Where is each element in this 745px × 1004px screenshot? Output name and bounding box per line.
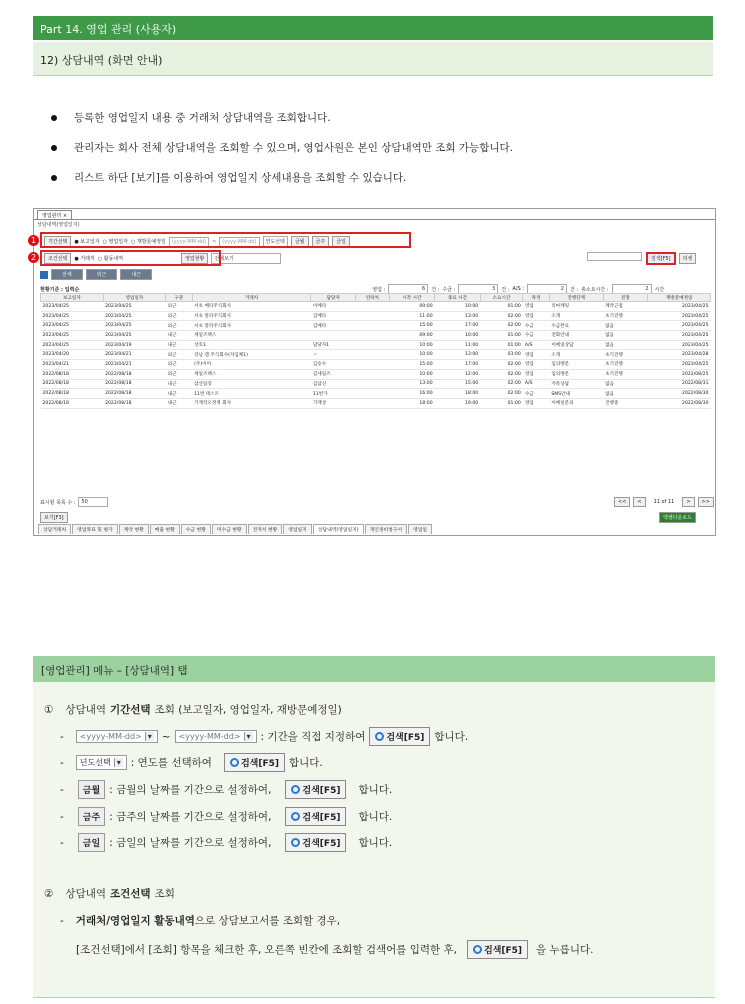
table-cell: 11번 테스트: [192, 389, 311, 399]
table-cell: 전화안내: [549, 331, 603, 341]
table-cell: 2023/04/21: [41, 360, 104, 370]
column-header[interactable]: 진행단계: [549, 294, 603, 302]
opt-revisit-date[interactable]: ○ 재방문예정일: [130, 239, 166, 245]
table-cell: 김삼신: [311, 379, 356, 389]
table-cell: 내근: [166, 379, 192, 389]
table-cell: 외근: [166, 350, 192, 360]
excel-download-button[interactable]: 엑셀다운로드: [659, 512, 696, 523]
table-cell: 11:00: [389, 311, 435, 321]
table-cell: 2023/04/21: [103, 360, 166, 370]
table-cell: 16:00: [389, 389, 435, 399]
table-cell: 02:00: [480, 360, 523, 370]
search-icon: [291, 838, 300, 847]
table-cell: 없음: [603, 321, 648, 331]
table-cell: 2022/08/31: [648, 379, 711, 389]
table-cell: 02:00: [480, 369, 523, 379]
table-cell: SMS안내: [549, 389, 603, 399]
table-row[interactable]: [41, 398, 711, 408]
table-cell: 소개: [549, 311, 603, 321]
table-cell: 외근: [166, 321, 192, 331]
table-cell: 10:00: [389, 369, 435, 379]
table-cell: 초기진행: [603, 311, 648, 321]
table-cell: 2023/04/25: [103, 302, 166, 312]
date-to[interactable]: (yyyy-MM-dd): [219, 237, 259, 247]
table-cell: A/S: [523, 340, 549, 350]
table-cell: 01:00: [480, 340, 523, 350]
line-condition: - 거래처/영업일지 활동내역 으로 상담보고서를 조회할 경우,: [60, 914, 341, 927]
table-cell: 2022/08/18: [41, 379, 104, 389]
date-to-sample: <yyyy-MM-dd> ▾: [175, 730, 257, 743]
search-icon: [375, 732, 384, 741]
table-cell: 내근: [166, 398, 192, 408]
table-cell: 임의방문: [549, 360, 603, 370]
prev-page-button[interactable]: <: [633, 497, 645, 507]
search-button-sample: 검색[F5]: [285, 780, 346, 799]
table-cell: 소개: [549, 350, 603, 360]
bottom-tab[interactable]: 계약 현황: [119, 524, 149, 534]
table-cell: 2023/04/25: [648, 340, 711, 350]
table-cell: 2023/04/25: [41, 302, 104, 312]
search-icon: [291, 785, 300, 794]
next-page-button[interactable]: >: [682, 497, 694, 507]
table-cell: 2023/04/25: [648, 311, 711, 321]
filter-outside[interactable]: 외근: [86, 269, 118, 280]
table-cell: 2022/08/18: [103, 379, 166, 389]
opt-sales-date[interactable]: ○ 영업일자: [102, 239, 128, 245]
table-cell: 18:00: [435, 389, 481, 399]
table-cell: 기재작오정정 회사: [192, 398, 311, 408]
table-cell: 2023/04/25: [41, 321, 104, 331]
today-button[interactable]: 금일: [332, 236, 350, 247]
table-cell: 2023/04/19: [103, 340, 166, 350]
table-cell: 2023/04/25: [103, 331, 166, 341]
table-cell: 11번가: [311, 389, 356, 399]
bottom-tabs: [38, 524, 433, 534]
opt-client[interactable]: ● 거래처: [74, 256, 95, 262]
table-cell: [356, 340, 390, 350]
table-row[interactable]: [41, 389, 711, 399]
table-cell: 외근: [166, 302, 192, 312]
table-cell: 2023/04/25: [648, 331, 711, 341]
table-cell: 외근: [166, 360, 192, 370]
table-cell: [356, 360, 390, 370]
table-cell: 17:00: [435, 321, 481, 331]
year-select[interactable]: 연도선택: [263, 236, 288, 247]
bottom-tab[interactable]: 미수금 현황: [212, 524, 247, 534]
table-cell: 임의방문: [549, 369, 603, 379]
table-cell: 이메일상담: [549, 340, 603, 350]
table-cell: 담당자1: [311, 340, 356, 350]
table-cell: 서초 알파주식회사: [192, 321, 311, 331]
table-cell: 김베타: [311, 321, 356, 331]
table-cell: [311, 331, 356, 341]
reset-button[interactable]: 리셋: [679, 253, 697, 264]
table-cell: 13:00: [435, 311, 481, 321]
table-cell: (주)이미: [192, 360, 311, 370]
toggle-icon[interactable]: [40, 271, 48, 279]
table-cell: 리마케팅: [549, 302, 603, 312]
year-select-sample: 년도선택 ▾: [76, 755, 127, 770]
table-row[interactable]: [41, 321, 711, 331]
table-cell: 01:00: [480, 398, 523, 408]
table-cell: 02:00: [480, 379, 523, 389]
search-icon: [291, 812, 300, 821]
table-cell: 2023/04/25: [648, 302, 711, 312]
bottom-tab[interactable]: 매출 현황: [150, 524, 180, 534]
table-cell: 영업: [523, 350, 549, 360]
opt-activity[interactable]: ○ 활동내역: [97, 256, 124, 262]
column-header[interactable]: 목적: [523, 294, 549, 302]
table-cell: 수금완료: [549, 321, 603, 331]
table-cell: 2023/04/21: [103, 350, 166, 360]
status-label: 영업현황: [181, 253, 208, 264]
table-cell: 03:00: [480, 350, 523, 360]
search-button-sample: 검색[F5]: [285, 807, 346, 826]
table-cell: 10:00: [389, 350, 435, 360]
search-icon: [473, 945, 482, 954]
table-cell: [356, 398, 390, 408]
table-cell: 10:00: [389, 340, 435, 350]
bottom-tab[interactable]: 수금 현황: [181, 524, 211, 534]
table-cell: 2023/04/25: [41, 331, 104, 341]
last-page-button[interactable]: >>: [698, 497, 714, 507]
table-cell: ㅅ: [311, 350, 356, 360]
column-header[interactable]: 종료 시간: [435, 294, 481, 302]
status-select[interactable]: 전체보기: [211, 253, 281, 264]
view-button[interactable]: 보기[F3]: [40, 512, 68, 523]
table-cell: 초기진행: [603, 369, 648, 379]
table-cell: 2023/04/28: [648, 350, 711, 360]
column-header[interactable]: 전망: [603, 294, 648, 302]
table-cell: 내근: [166, 331, 192, 341]
table-cell: 초기진행: [603, 360, 648, 370]
table-cell: 영업: [523, 360, 549, 370]
line-date: - <yyyy-MM-dd> ▾ ~ <yyyy-MM-dd> ▾ : 기간을 직접 지정하여 검색[F5] 합니다.: [60, 727, 468, 746]
column-header[interactable]: 거래처: [192, 294, 311, 302]
table-cell: 2022/08/18: [103, 389, 166, 399]
table-cell: [356, 369, 390, 379]
table-cell: 카톡상담: [549, 379, 603, 389]
first-page-button[interactable]: <<: [614, 497, 630, 507]
table-row[interactable]: [41, 360, 711, 370]
table-cell: 01:00: [480, 331, 523, 341]
app-screenshot: [30, 208, 716, 536]
table-cell: 11:00: [435, 340, 481, 350]
column-header[interactable]: 영업일자: [103, 294, 166, 302]
table-cell: 수금: [523, 389, 549, 399]
table-cell: 영업: [523, 311, 549, 321]
page-size-select[interactable]: 50: [78, 497, 108, 507]
item-2: ② 상담내역 조건선택 조회: [44, 887, 175, 900]
table-cell: 외근: [166, 311, 192, 321]
table-cell: 기재상: [311, 398, 356, 408]
search-button-sample: 검색[F5]: [285, 833, 346, 852]
table-cell: 강남 갬 주식회사(자입체1): [192, 350, 311, 360]
table-cell: 초기진행: [603, 350, 648, 360]
line-week: - 금주 : 금주의 날짜를 기간으로 설정하여, 검색[F5] 합니다.: [60, 807, 392, 826]
table-row[interactable]: [41, 340, 711, 350]
date-from[interactable]: (yyyy-MM-dd): [169, 237, 209, 247]
table-cell: 2022/08/30: [648, 389, 711, 399]
stats-row: 현황기준 : 입력순 영업 : 6 건 : 수금 : 3 건 : A/S : 2 건 : 총소요시간 : 2 시간: [40, 286, 665, 293]
line-month: - 금월 : 금월의 날짜를 기간으로 설정하여, 검색[F5] 합니다.: [60, 780, 392, 799]
table-cell: 계약근접: [603, 302, 648, 312]
table-cell: 세일즈랙스: [192, 331, 311, 341]
table-cell: [356, 331, 390, 341]
table-cell: 없음: [603, 389, 648, 399]
table-cell: 김세일즈: [311, 369, 356, 379]
breadcrumb: 상담내역(영업일지): [37, 222, 80, 228]
table-cell: 2023/04/25: [41, 340, 104, 350]
table-cell: 2022/08/18: [41, 398, 104, 408]
table-cell: 내근: [166, 389, 192, 399]
table-cell: [356, 302, 390, 312]
table-cell: 2022/08/18: [41, 389, 104, 399]
table-cell: 이베타: [311, 302, 356, 312]
table-cell: 수금: [523, 331, 549, 341]
bottom-tab[interactable]: 개인경비청구서: [365, 524, 407, 534]
table-cell: [356, 350, 390, 360]
table-cell: 외근: [166, 369, 192, 379]
table-cell: [356, 321, 390, 331]
this-month-button[interactable]: 금월: [291, 236, 309, 247]
bottom-tab[interactable]: 상담거래처: [38, 524, 71, 534]
table-row[interactable]: [41, 311, 711, 321]
keyword-input[interactable]: [587, 252, 642, 261]
consult-table: [40, 293, 711, 409]
table-cell: 09:00: [389, 331, 435, 341]
table-cell: 없음: [603, 331, 648, 341]
column-header[interactable]: 소요시간: [480, 294, 523, 302]
table-cell: [356, 389, 390, 399]
table-cell: 2022/08/25: [648, 369, 711, 379]
bottom-tab[interactable]: 영업일: [408, 524, 432, 534]
bullet-3: 리스트 하단 [보기]를 이용하여 영업일지 상세내용을 조회할 수 있습니다.: [51, 170, 406, 185]
table-cell: 15:00: [435, 379, 481, 389]
table-cell: 상호1: [192, 340, 311, 350]
table-cell: 수금: [523, 321, 549, 331]
line-condition-2: [조건선택]에서 [조회] 항목을 체크한 후, 오른쪽 빈칸에 조회할 검색어를 입력한 후, 검색[F5] 을 누릅니다.: [76, 940, 593, 959]
table-cell: 2022/08/18: [103, 398, 166, 408]
table-cell: 13:00: [435, 350, 481, 360]
table-cell: 2023/04/25: [103, 311, 166, 321]
table-cell: 없음: [603, 379, 648, 389]
table-cell: 17:00: [435, 360, 481, 370]
bottom-tab[interactable]: 영업일지: [283, 524, 312, 534]
week-button-sample: 금주: [78, 807, 105, 826]
table-cell: 19:00: [435, 398, 481, 408]
item-1: ① 상담내역 기간선택 조회 (보고일자, 영업일자, 재방문예정일): [44, 703, 342, 716]
table-cell: 2023/04/25: [41, 311, 104, 321]
column-header[interactable]: 연락처: [356, 294, 390, 302]
table-cell: 서초 알파주식회사: [192, 311, 311, 321]
pager: [614, 497, 714, 507]
table-cell: 02:00: [480, 389, 523, 399]
table-cell: 09:00: [389, 302, 435, 312]
page-indicator: 11 of 11: [653, 499, 675, 505]
table-cell: 2022/08/30: [648, 398, 711, 408]
table-cell: 2023/04/25: [648, 321, 711, 331]
condition-label: 조건선택: [44, 253, 71, 264]
month-button-sample: 금월: [78, 780, 105, 799]
table-cell: 세일즈랙스: [192, 369, 311, 379]
table-cell: 삼산팀장: [192, 379, 311, 389]
table-cell: A/S: [523, 379, 549, 389]
table-cell: 2022/08/18: [41, 369, 104, 379]
table-cell: 2022/08/18: [103, 369, 166, 379]
table-cell: 없음: [603, 340, 648, 350]
page-size: 표시할 목록 수 : 50: [40, 497, 108, 507]
date-from-sample: <yyyy-MM-dd> ▾: [76, 730, 158, 743]
line-today: - 금일 : 금일의 날짜를 기간으로 설정하여, 검색[F5] 합니다.: [60, 833, 392, 852]
table-cell: 2023/04/25: [103, 321, 166, 331]
table-cell: 영업: [523, 398, 549, 408]
bullet-1: 등록한 영업일지 내용 중 거래처 상담내역을 조회합니다.: [51, 110, 331, 125]
table-row[interactable]: [41, 302, 711, 312]
search-button-sample: 검색[F5]: [369, 727, 430, 746]
guide-title: [영업관리] 메뉴 – [상담내역] 탭: [33, 656, 715, 682]
table-cell: 01:00: [480, 302, 523, 312]
table-row[interactable]: [41, 350, 711, 360]
table-row[interactable]: [41, 331, 711, 341]
column-header[interactable]: 구분: [166, 294, 192, 302]
column-header[interactable]: 담당자: [311, 294, 356, 302]
column-header[interactable]: 시작 시간: [389, 294, 435, 302]
bullet-2: 관리자는 회사 전체 상담내역을 조회할 수 있으며, 영업사원은 본인 상담내역만 조회 가능합니다.: [51, 140, 513, 155]
table-cell: 서초 베타주식회사: [192, 302, 311, 312]
tilde: ~: [212, 238, 217, 245]
table-cell: 10:00: [435, 331, 481, 341]
search-button[interactable]: 검색[F5]: [646, 252, 676, 265]
bottom-tab[interactable]: 견적서 현황: [248, 524, 283, 534]
table-cell: 영업: [523, 369, 549, 379]
table-cell: 김베타: [311, 311, 356, 321]
search-button-sample: 검색[F5]: [467, 940, 528, 959]
highlight-period: [40, 232, 411, 248]
table-cell: 10:00: [435, 302, 481, 312]
opt-report-date[interactable]: ● 보고일자: [74, 239, 100, 245]
table-cell: [356, 379, 390, 389]
highlight-condition: [40, 250, 221, 266]
table-cell: 내근: [166, 340, 192, 350]
filter-inside[interactable]: 내근: [120, 269, 152, 280]
table-cell: 이메일문의: [549, 398, 603, 408]
table-cell: 김승수: [311, 360, 356, 370]
bottom-tab[interactable]: 영업목표 및 평가: [72, 524, 118, 534]
table-cell: 진행중: [603, 398, 648, 408]
table-cell: 15:00: [389, 321, 435, 331]
table-cell: 13:00: [389, 379, 435, 389]
column-header[interactable]: 보고일자: [41, 294, 104, 302]
line-year: - 년도선택 ▾ : 연도를 선택하여 검색[F5] 합니다.: [60, 753, 323, 772]
marker-1: 1: [28, 235, 39, 246]
table-cell: 18:00: [389, 398, 435, 408]
search-button-sample: 검색[F5]: [224, 753, 285, 772]
table-cell: 영업: [523, 302, 549, 312]
bottom-tab[interactable]: 상담내역(영업일지): [313, 524, 364, 534]
window-tab[interactable]: 영업관리 ×: [37, 210, 72, 219]
table-cell: 12:00: [435, 369, 481, 379]
table-cell: 2023/04/25: [648, 360, 711, 370]
table-cell: [356, 311, 390, 321]
column-header[interactable]: 재방문예정일: [648, 294, 711, 302]
table-cell: 02:00: [480, 321, 523, 331]
part-header: Part 14. 영업 관리 (사용자): [33, 16, 713, 40]
this-week-button[interactable]: 금주: [312, 236, 330, 247]
table-cell: 02:00: [480, 311, 523, 321]
period-label: 기간선택: [44, 236, 71, 247]
table-cell: 2023/04/20: [41, 350, 104, 360]
table-cell: 15:00: [389, 360, 435, 370]
search-icon: [230, 758, 239, 767]
table-row[interactable]: [41, 379, 711, 389]
section-header: 12) 상담내역 (화면 안내): [33, 42, 713, 76]
filter-all[interactable]: 전체: [51, 269, 83, 280]
table-row[interactable]: [41, 369, 711, 379]
marker-2: 2: [28, 252, 39, 263]
today-button-sample: 금일: [78, 833, 105, 852]
